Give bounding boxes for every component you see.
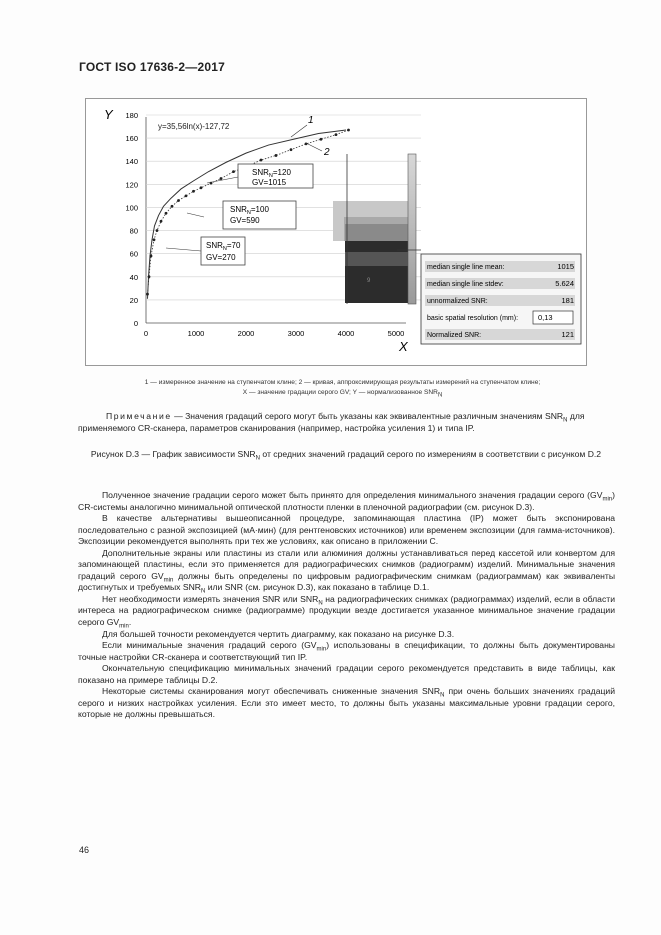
info-row-value: 181 [561,296,574,305]
x-tick-labels [144,329,404,338]
info-row-label: median single line mean: [427,264,505,271]
figure-d3 [85,98,587,366]
data-point [260,159,263,162]
data-point [171,205,174,208]
paragraph-6: Если минимальные значения градаций серого $(GV_{min})$ использованы в спецификации, то должны быть документированы точные настройки CR-сканера и соответствующий тип IP. [78,640,615,662]
x-tick-label: 2000 [237,329,255,338]
annotation-snr-70 [166,237,245,265]
y-tick-label: 100 [125,203,138,213]
info-row-value: 1015 [557,262,574,271]
svg-text:SNRN=100: $SNR_N=100$ [230,205,269,216]
figure-legend-line-1: 1 — измеренное значение на ступенчатом клине; 2 — кривая, аппроксимирующая результаты измерений на ступенчатом клине; [144,379,541,386]
info-row-value: 5.624 [555,279,574,288]
inset-marker: 9 [367,278,371,284]
body-text [78,490,615,721]
data-point [232,170,235,173]
curve-label-2: 2 [324,147,330,158]
info-row-value: 121 [561,330,574,339]
x-tick-label: 5000 [387,329,405,338]
data-point [150,255,153,258]
y-tick-label: 40 [129,272,138,282]
curve-label-1-leader [291,125,307,137]
paragraph-3: Дополнительные экраны или пластины из стали или алюминия должны устанавливаться перед кассетой или конвертом для запоминающей пластины, если это применяется для радиографических снимков (радиограмм) изделий. Минимальные значения градаций серого $GV_{min}$ должны быть определены по цифровым радиографическим снимкам (радиограммам) как эквиваленты достигнутых и требуемых $SNR_N$ или SNR (см. рисунок D.3), как показано в таблице D.1. [78,547,616,596]
curve-label-2-leader [306,143,322,151]
data-point [347,129,350,132]
data-point [320,138,323,141]
data-point [156,229,159,232]
y-tick-label: 20 [129,295,138,305]
info-row-value: 0,13 [538,313,553,322]
x-tick-label: 4000 [337,329,355,338]
y-tick-labels [125,111,138,328]
page-number: 46 [79,845,90,855]
data-point [177,199,180,202]
gray-strip [408,154,416,304]
y-tick-label: 160 [125,134,138,144]
info-row-label: unnormalized SNR: [427,298,488,305]
y-tick-label: 80 [129,226,138,236]
equation-label: y=35,56ln(x)-127,72 [158,122,230,131]
data-point [165,212,168,215]
data-point [200,186,203,189]
annotation-snr-100 [187,201,296,229]
info-row-label: Normalized SNR: [427,332,482,339]
svg-text:GV=270: GV=270 [206,253,236,262]
data-point [146,293,149,296]
data-point [192,190,195,193]
data-point [185,194,188,197]
data-point [153,238,156,241]
y-tick-label: 180 [125,111,138,120]
figure-caption: Рисунок D.3 — График зависимости $SNR_N$ от средних значений градаций серого по измерениям в соответствии с рисунком D.2 [90,449,602,462]
paragraph-4: Нет необходимости измерять значения SNR или $SNR_N$ на радиографических снимках (радиограммах) изделий, если в области интереса на радиографическом снимке (радиограмме) продукции везде достигается указанное минимальное значение градации серого $GV_{min}$. [78,593,615,630]
data-point [160,220,163,223]
data-point [220,177,223,180]
scan-info-panel [397,250,581,344]
data-point [290,148,293,151]
info-row-label: median single line stdev: [427,281,504,288]
paragraph-1: Полученное значение градации серого может быть принято для определения минимального значения градации серого $(GV_{min})$ CR-системы аналогично минимальной оптической плотности пленки в пленочной радиографии (см. рисунок D.3). [78,490,615,512]
y-tick-label: 60 [129,249,138,259]
y-axis-name: Y [104,107,113,122]
data-point [148,275,151,278]
figure-note: Примечание — Значения градаций серого могут быть указаны как эквивалентные различным значениям $SNR_N$ для применяемого CR-сканера, параметров сканирования (например, настройка усиления 1) и типа IP. [78,411,585,433]
paragraph-7: Окончательную спецификацию минимальных значений градации серого рекомендуется представить в виде таблицы, как показано на примере таблицы D.2. [78,663,615,685]
svg-text:GV=1015: GV=1015 [252,178,287,187]
svg-text:GV=590: GV=590 [230,216,260,225]
y-tick-label: 0 [133,319,138,328]
step-wedge-band [345,252,408,266]
x-tick-label: 0 [143,329,149,338]
data-point [305,142,308,145]
paragraph-8: Некоторые системы сканирования могут обеспечивать сниженные значения $SNR_N$ при очень больших значениях градаций серого и низких настройках усиления. Если это имеет место, то должны быть указаны максимальные уровни градации серого, которые не должны превышаться. [78,686,615,720]
data-point [275,154,278,157]
svg-text:SNRN=70: $SNR_N=70$ [206,241,241,252]
info-row-label: basic spatial resolution (mm): [427,315,519,322]
paragraph-2: В качестве альтернативы вышеописанной процедуре, запоминающая пластина (IP) может быть экспонирована последовательно с разной экспозицией (мА·мин) (для рентгеновских источников) или временем экспозиции (для гамма-источников). Экспозиции рекомендуется выполнять при тех же условиях, как описано в приложении C. [78,513,615,547]
snr-chart [86,99,586,365]
x-axis-name: X [399,339,408,354]
x-tick-label: 3000 [287,329,305,338]
paragraph-5: Для большей точности рекомендуется чертить диаграмму, как показано на рисунке D.3. [102,628,455,639]
svg-text:SNRN=120: $SNR_N=120$ [252,168,291,179]
data-point [335,133,338,136]
document-header: ГОСТ ISO 17636-2—2017 [79,60,225,74]
y-tick-label: 120 [125,180,138,190]
note-lead: Примечание [106,411,172,421]
y-tick-label: 140 [125,157,138,167]
figure-legend-line-2: X — значение градации серого GV; Y — нормализованное $SNR_N$ [242,389,443,399]
x-tick-label: 1000 [187,329,205,338]
curve-label-1: 1 [308,115,314,126]
